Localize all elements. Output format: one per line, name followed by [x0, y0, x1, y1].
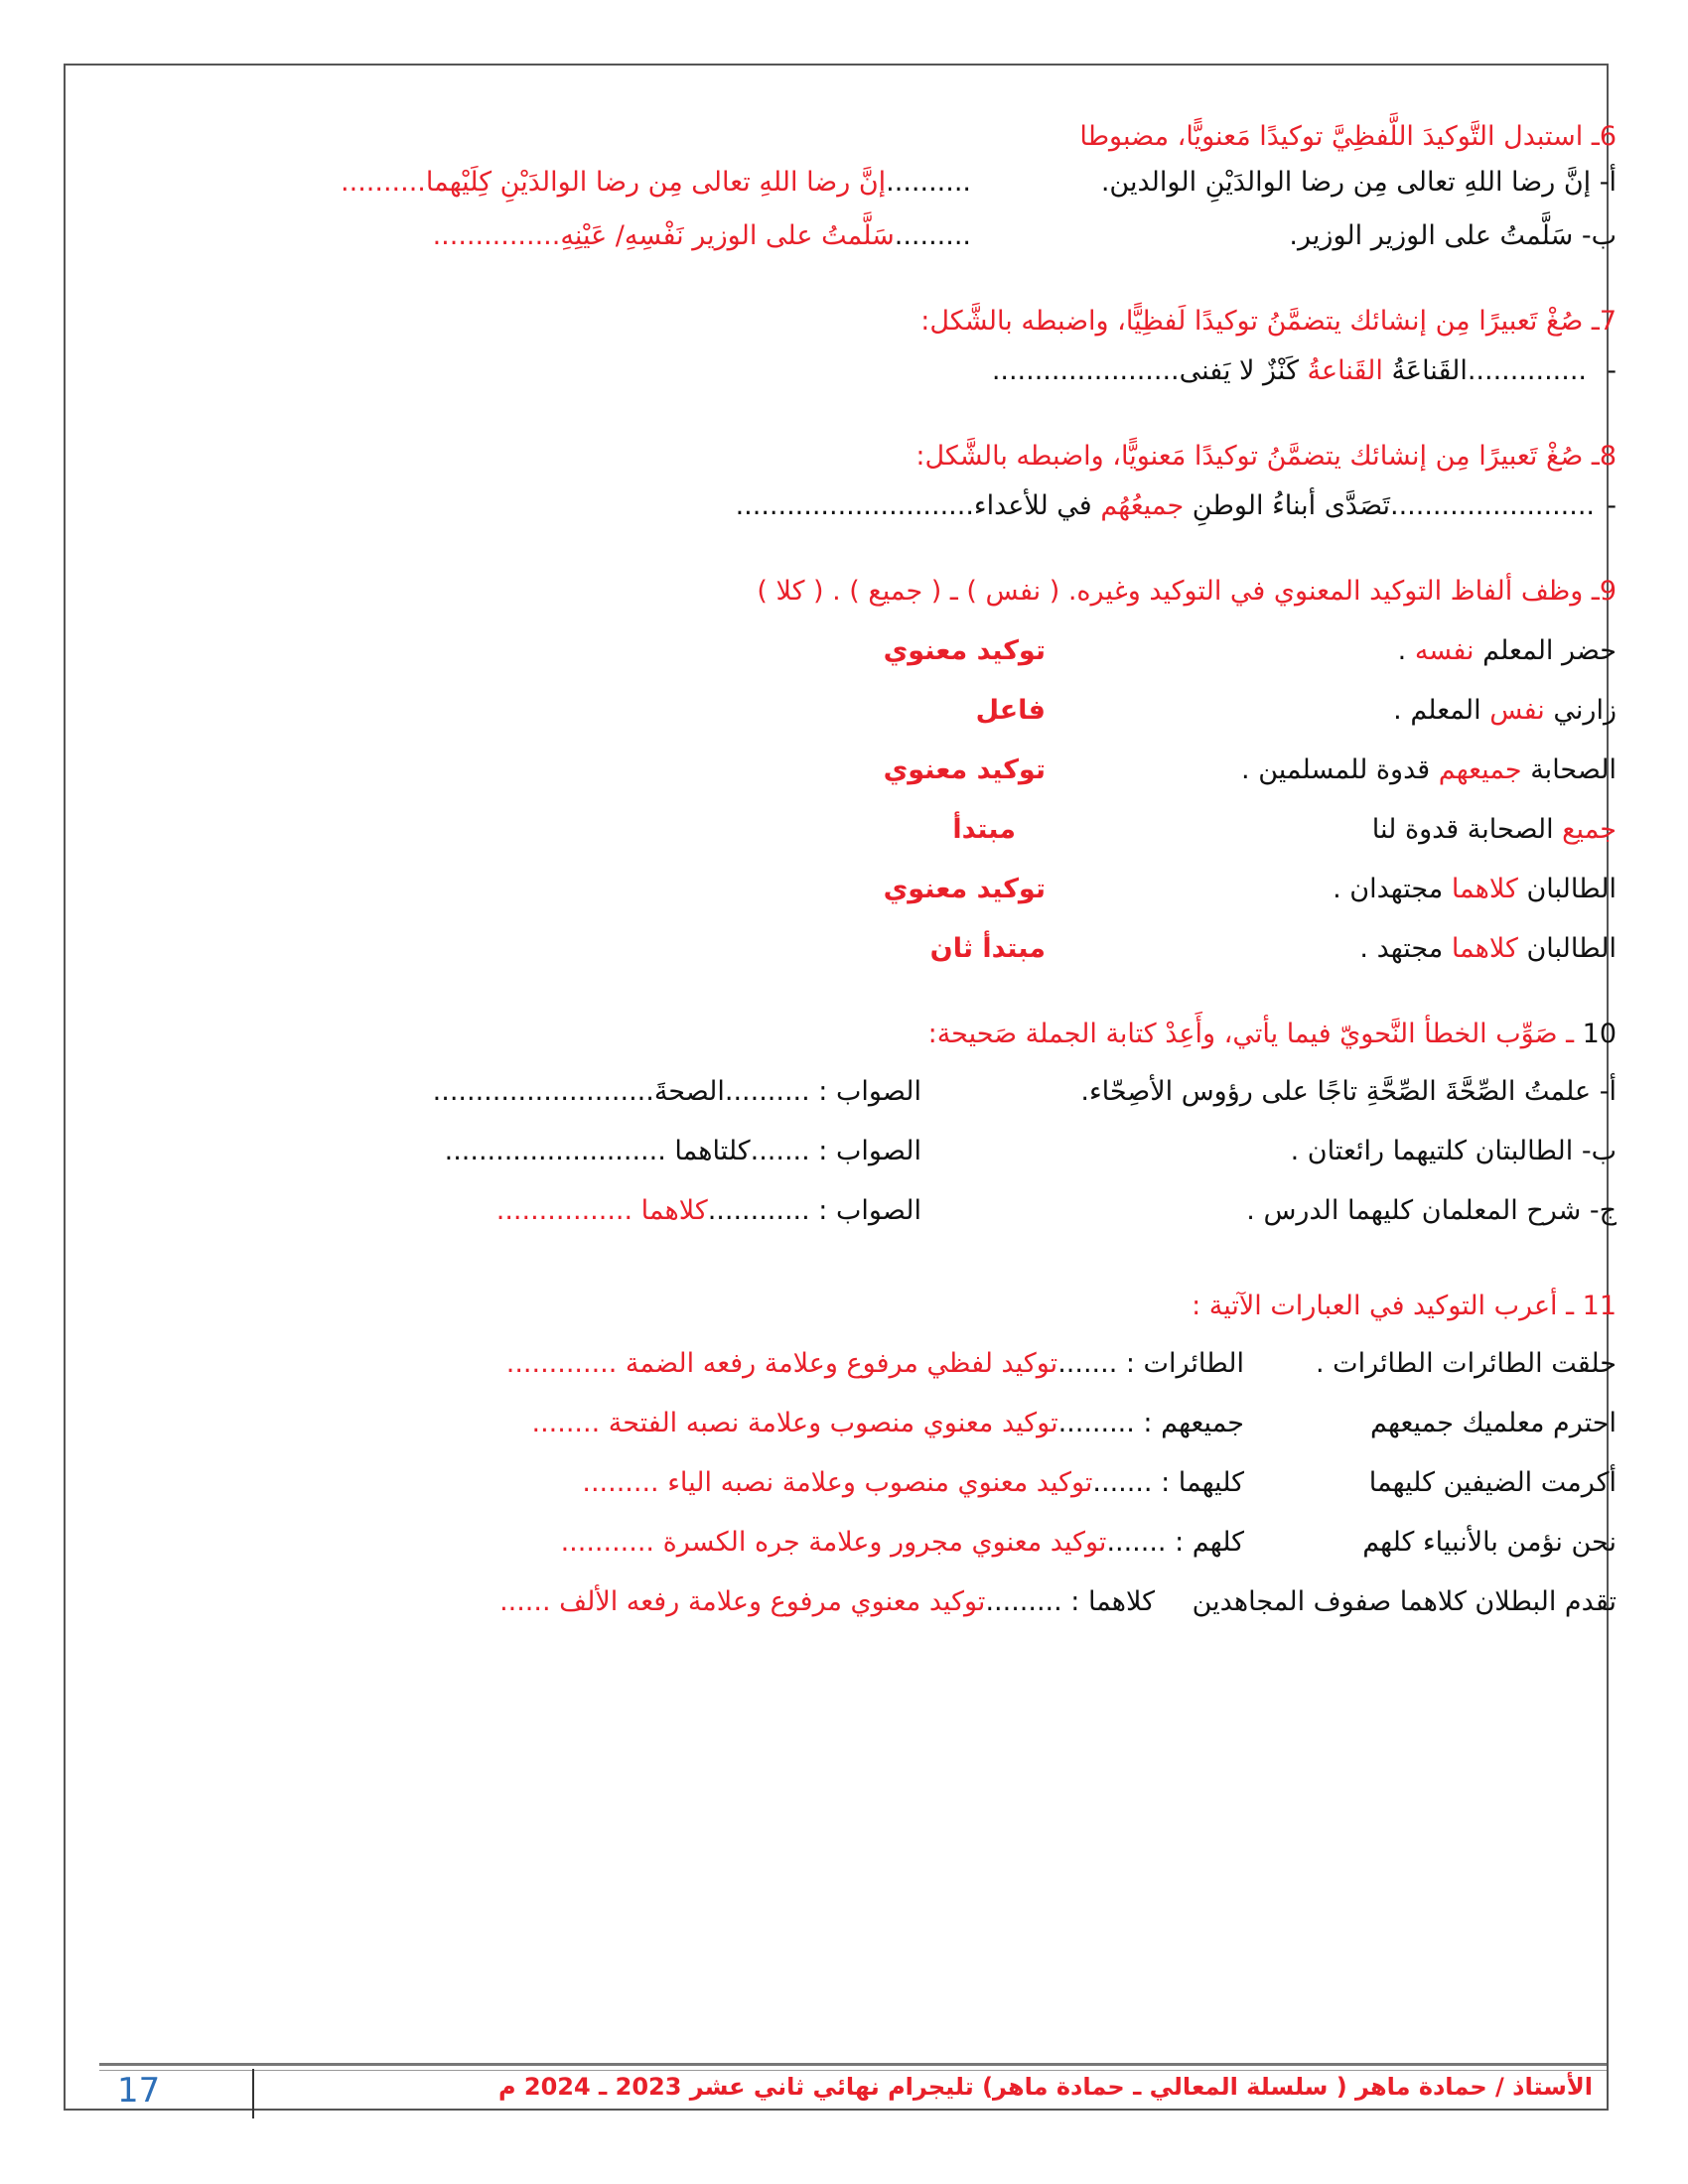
q10-row: ب- الطالبتان كلتيهما رائعتان . الصواب : .......كلتاهما ..........................	[444, 1136, 1617, 1166]
question-8	[97, 439, 1617, 474]
q11-row: احترم معلميك جميعهم جميعهم : .........توكيد معنوي منصوب وعلامة نصبه الفتحة ........	[531, 1408, 1617, 1438]
q9-answer: توكيد معنوي	[883, 874, 1046, 904]
question-7-title: 7ـ صُغْ تَعبيرًا مِن إنشائك يتضمَّنُ توكيدًا لَفظِيًّا، واضبطه بالشَّكل:	[920, 306, 1617, 337]
footer-rule	[99, 2063, 1607, 2066]
q6-b-answer: .........سَلَّمتُ على الوزير نَفْسِهِ/ عَيْنِهِ...............	[432, 220, 971, 251]
q7-answer: ..............القَناعَةُ القَناعةُ كَنْزٌ لا يَفنى......................	[991, 355, 1587, 386]
q9-row: الطالبان كلاهما مجتهد . مبتدأ ثان	[97, 931, 1617, 979]
footer-separator	[252, 2069, 254, 2118]
question-9-title: 9ـ وظف ألفاظ التوكيد المعنوي في التوكيد وغيره. ( نفس ) ـ ( جميع ) . ( كلا )	[757, 576, 1617, 607]
q6-item-b	[97, 218, 1617, 266]
q9-answer: مبتدأ	[952, 814, 1016, 845]
q8-answer: ........................تَصَدَّى أبناءُ الوطنِ جميعُهُم في للأعداء............................	[735, 490, 1595, 521]
q6-b-question: ب- سَلَّمتُ على الوزير الوزير.	[1289, 220, 1617, 251]
question-11-title: 11 ـ أعرب التوكيد في العبارات الآتية :	[1192, 1291, 1617, 1321]
q6-item-a	[97, 165, 1617, 212]
page-number: 17	[117, 2071, 161, 2111]
q11-row: أكرمت الضيفين كليهما كليهما : .......توكيد معنوي منصوب وعلامة نصبه الياء .........	[582, 1467, 1617, 1498]
q9-answer: فاعل	[975, 695, 1046, 726]
question-10-title: ـ صَوِّب الخطأ النَّحويّ فيما يأتي، وأَعِدْ كتابة الجملة صَحيحة:	[927, 1019, 1575, 1049]
q8-answer-line: - ........................تَصَدَّى أبناءُ الوطنِ جميعُهُم في للأعداء............................	[97, 488, 1617, 536]
q9-answer: توكيد معنوي	[883, 754, 1046, 785]
q7-answer-line: - ..............القَناعَةُ القَناعةُ كَنْزٌ لا يَفنى......................	[97, 353, 1617, 401]
question-10	[97, 1017, 1617, 1051]
footer-author: الأستاذ / حمادة ماهر ( سلسلة المعالي ـ حمادة ماهر) تليجرام نهائي ثاني عشر 2023 ـ 2024 م	[497, 2073, 1593, 2101]
question-11	[97, 1289, 1617, 1323]
q6-a-answer: ..........إنَّ رضا اللهِ تعالى مِن رضا الوالدَيْنِ كِلَيْهما..........	[341, 167, 971, 198]
q9-row: جميع الصحابة قدوة لنا مبتدأ	[97, 812, 1617, 860]
question-7	[97, 304, 1617, 339]
question-6	[97, 119, 1617, 154]
q6-a-answer-text: إنَّ رضا اللهِ تعالى مِن رضا الوالدَيْنِ كِلَيْهما	[425, 167, 887, 198]
q9-row: زارني نفس المعلم . فاعل	[97, 693, 1617, 741]
q9-row: الطالبان كلاهما مجتهدان . توكيد معنوي	[97, 872, 1617, 919]
question-6-title: 6ـ استبدل التَّوكيدَ اللَّفظِيَّ توكيدًا مَعنويًّا، مضبوطا	[1079, 121, 1617, 152]
q11-row: نحن نؤمن بالأنبياء كلهم كلهم : .......توكيد معنوي مجرور وعلامة جره الكسرة ...........	[560, 1527, 1617, 1558]
q11-row: تقدم البطلان كلاهما صفوف المجاهدين كلاهما : .........توكيد معنوي مرفوع وعلامة رفعه الألف ......	[499, 1586, 1617, 1617]
q9-row: حضر المعلم نفسه . توكيد معنوي	[97, 633, 1617, 681]
question-9	[97, 574, 1617, 609]
q10-row: أ- علمتُ الصِّحَّةَ الصِّحَّةِ تاجًا على رؤوس الأصِحّاء. الصواب : ..........الصحةَ..........................	[432, 1076, 1617, 1107]
q9-row: الصحابة جميعهم قدوة للمسلمين . توكيد معنوي	[97, 752, 1617, 800]
q6-b-answer-text: سَلَّمتُ على الوزير نَفْسِهِ/ عَيْنِهِ	[560, 220, 895, 251]
q10-row: ج- شرح المعلمان كليهما الدرس . الصواب : ............كلاهما ................	[495, 1195, 1617, 1226]
q9-answer: توكيد معنوي	[883, 635, 1046, 666]
q11-row: حلقت الطائرات الطائرات . الطائرات : .......توكيد لفظي مرفوع وعلامة رفعه الضمة .............	[505, 1348, 1617, 1379]
q9-answer: مبتدأ ثان	[929, 933, 1046, 964]
question-8-title: 8ـ صُغْ تَعبيرًا مِن إنشائك يتضمَّنُ توكيدًا مَعنويًّا، واضبطه بالشَّكل:	[915, 441, 1617, 472]
q6-a-question: أ- إنَّ رضا اللهِ تعالى مِن رضا الوالدَيْنِ الوالدين.	[1100, 167, 1617, 198]
question-10-number: 10	[1582, 1019, 1617, 1049]
footer-rule-thin	[99, 2070, 1607, 2071]
